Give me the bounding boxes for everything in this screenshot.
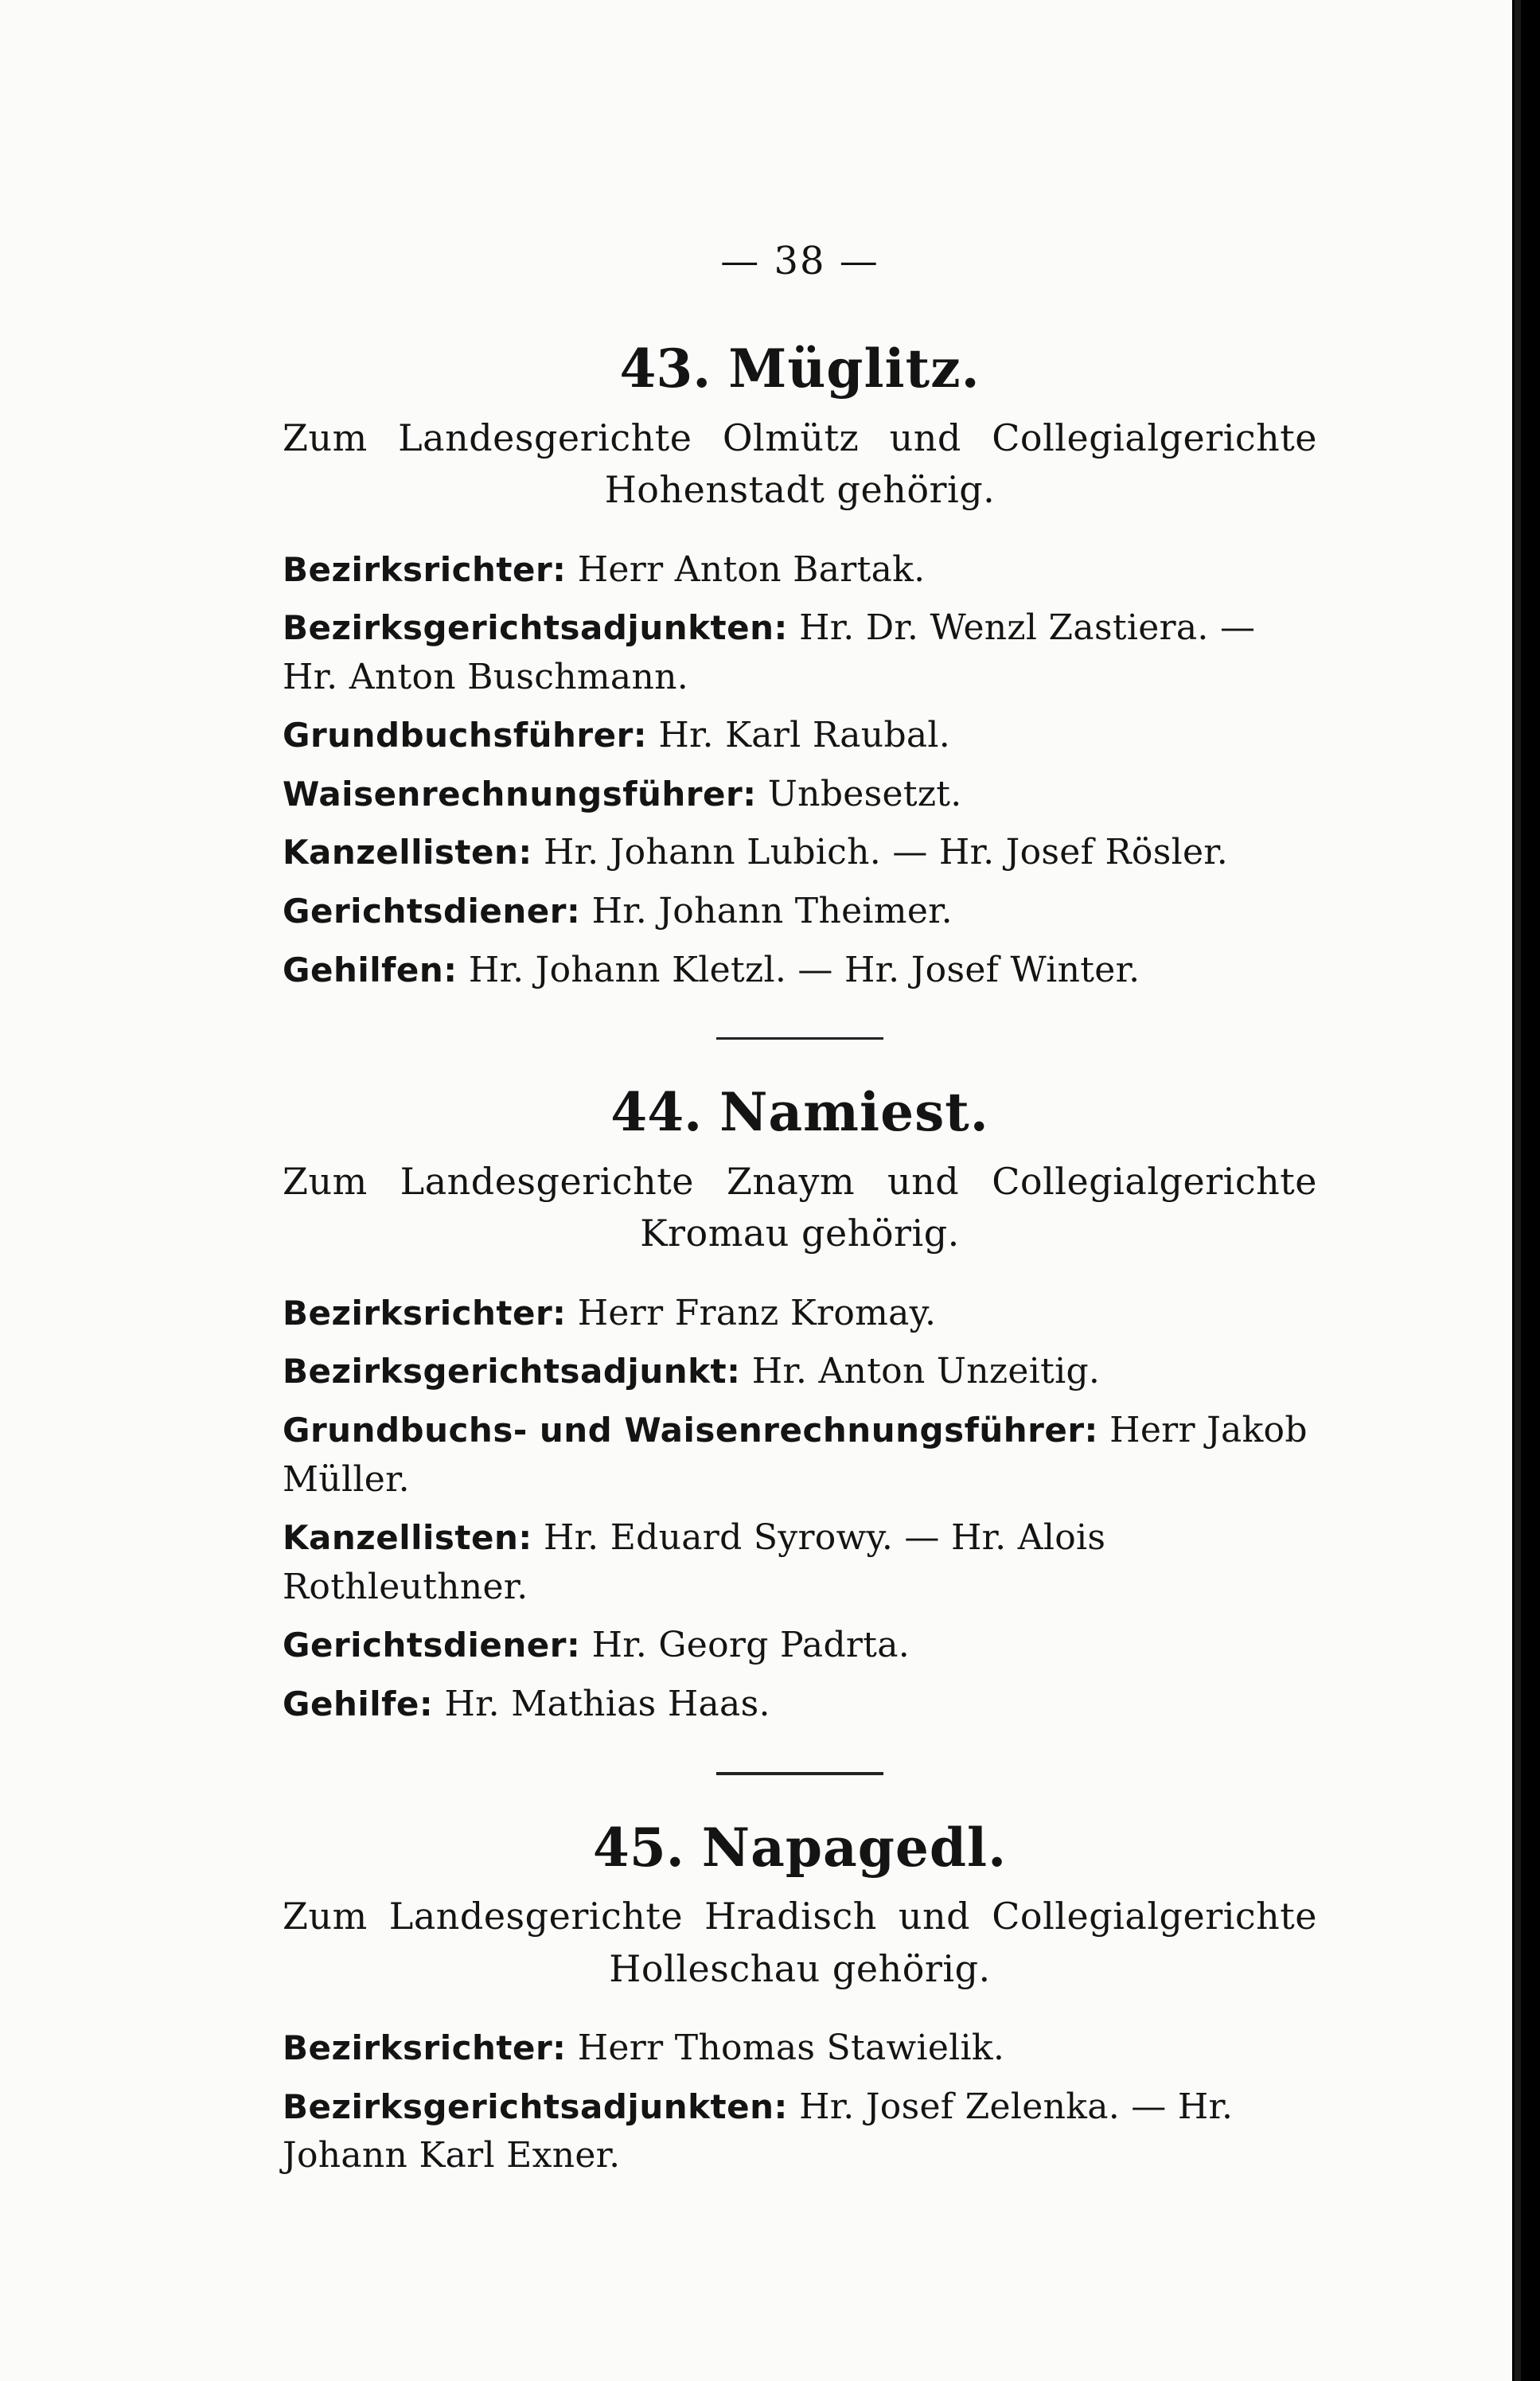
entry-label: Grundbuchs- und Waisenrechnungsführer: <box>283 1410 1098 1450</box>
entry-label: Gerichtsdiener: <box>283 1626 581 1665</box>
entry-label: Kanzellisten: <box>283 833 532 872</box>
entry-value: Hr. Johann Theimer. <box>591 891 953 932</box>
entry-gerichtsdiener <box>283 887 1317 936</box>
section-45-napagedl <box>283 1818 1317 2180</box>
section-divider <box>716 1772 883 1775</box>
section-heading <box>283 339 1317 400</box>
entry-waisenrechnungsfuehrer <box>283 770 1317 819</box>
entry-value: Hr. Mathias Haas. <box>444 1683 770 1724</box>
section-43-mueglitz <box>283 339 1317 994</box>
entry-bezirksgerichtsadjunkten <box>283 603 1317 701</box>
entry-gehilfe <box>283 1680 1317 1729</box>
jurisdiction-text: Zum Landesgerichte Znaym und Collegialgerichte Kromau gehörig. <box>283 1160 1317 1255</box>
entry-gerichtsdiener <box>283 1621 1317 1670</box>
section-name: Napagedl. <box>701 1816 1008 1879</box>
entry-label: Waisenrechnungsführer: <box>283 774 757 814</box>
entry-bezirksrichter <box>283 2024 1317 2073</box>
entry-value: Unbesetzt. <box>767 773 962 814</box>
entry-label: Bezirksrichter: <box>283 1293 567 1333</box>
entry-label: Grundbuchsführer: <box>283 716 648 755</box>
entry-grundbuchs-und-waisenrechnungsfuehrer <box>283 1406 1317 1504</box>
entry-value: Hr. Johann Kletzl. — Hr. Josef Winter. <box>468 949 1140 990</box>
entry-value: Hr. Georg Padrta. <box>591 1625 910 1666</box>
entry-bezirksgerichtsadjunkten <box>283 2082 1317 2180</box>
page-gutter-edge <box>1515 0 1521 2381</box>
entry-label: Bezirksrichter: <box>283 549 567 589</box>
entry-label: Gehilfe: <box>283 1684 434 1723</box>
entry-label: Bezirksgerichtsadjunkten: <box>283 2086 788 2126</box>
entry-value: Herr Franz Kromay. <box>577 1292 937 1333</box>
entry-value: Herr Jakob Müller. <box>283 1409 1308 1500</box>
section-number: 43. <box>619 338 712 400</box>
entry-value: Herr Thomas Stawielik. <box>577 2028 1005 2069</box>
section-heading <box>283 1818 1317 1879</box>
entry-label: Bezirksgerichtsadjunkten: <box>283 608 788 648</box>
section-44-namiest <box>283 1083 1317 1728</box>
entry-label: Kanzellisten: <box>283 1518 532 1558</box>
entry-value: Hr. Johann Lubich. — Hr. Josef Rösler. <box>543 832 1229 873</box>
entry-gehilfen <box>283 946 1317 995</box>
section-name: Namiest. <box>719 1081 989 1144</box>
entry-bezirksrichter <box>283 545 1317 595</box>
page-number: — 38 — <box>720 239 879 283</box>
page-content <box>283 239 1317 2190</box>
entry-value: Hr. Dr. Wenzl Zastiera. — Hr. Anton Buschmann. <box>283 607 1256 697</box>
entry-value: Hr. Eduard Syrowy. — Hr. Alois Rothleuthner. <box>283 1517 1106 1607</box>
jurisdiction-text: Zum Landesgerichte Hradisch und Collegialgerichte Holleschau gehörig. <box>283 1895 1317 1990</box>
entry-value: Hr. Karl Raubal. <box>658 715 951 756</box>
entry-label: Bezirksrichter: <box>283 2028 567 2068</box>
entry-kanzellisten <box>283 828 1317 877</box>
entry-label: Bezirksgerichtsadjunkt: <box>283 1352 741 1392</box>
jurisdiction-text: Zum Landesgerichte Olmütz und Collegialgerichte Hohenstadt gehörig. <box>283 416 1317 512</box>
section-divider <box>716 1037 883 1040</box>
section-name: Müglitz. <box>728 338 981 400</box>
entry-value: Hr. Anton Unzeitig. <box>751 1351 1101 1392</box>
entry-bezirksgerichtsadjunkt <box>283 1347 1317 1396</box>
section-number: 44. <box>610 1081 703 1144</box>
entry-bezirksrichter <box>283 1289 1317 1338</box>
entry-kanzellisten <box>283 1513 1317 1611</box>
entry-value: Hr. Josef Zelenka. — Hr. Johann Karl Exner. <box>283 2086 1234 2176</box>
entry-label: Gerichtsdiener: <box>283 892 581 931</box>
section-number: 45. <box>592 1816 684 1879</box>
entry-label: Gehilfen: <box>283 950 458 989</box>
entry-value: Herr Anton Bartak. <box>577 548 926 590</box>
entry-grundbuchsfuehrer <box>283 711 1317 760</box>
section-heading <box>283 1083 1317 1143</box>
